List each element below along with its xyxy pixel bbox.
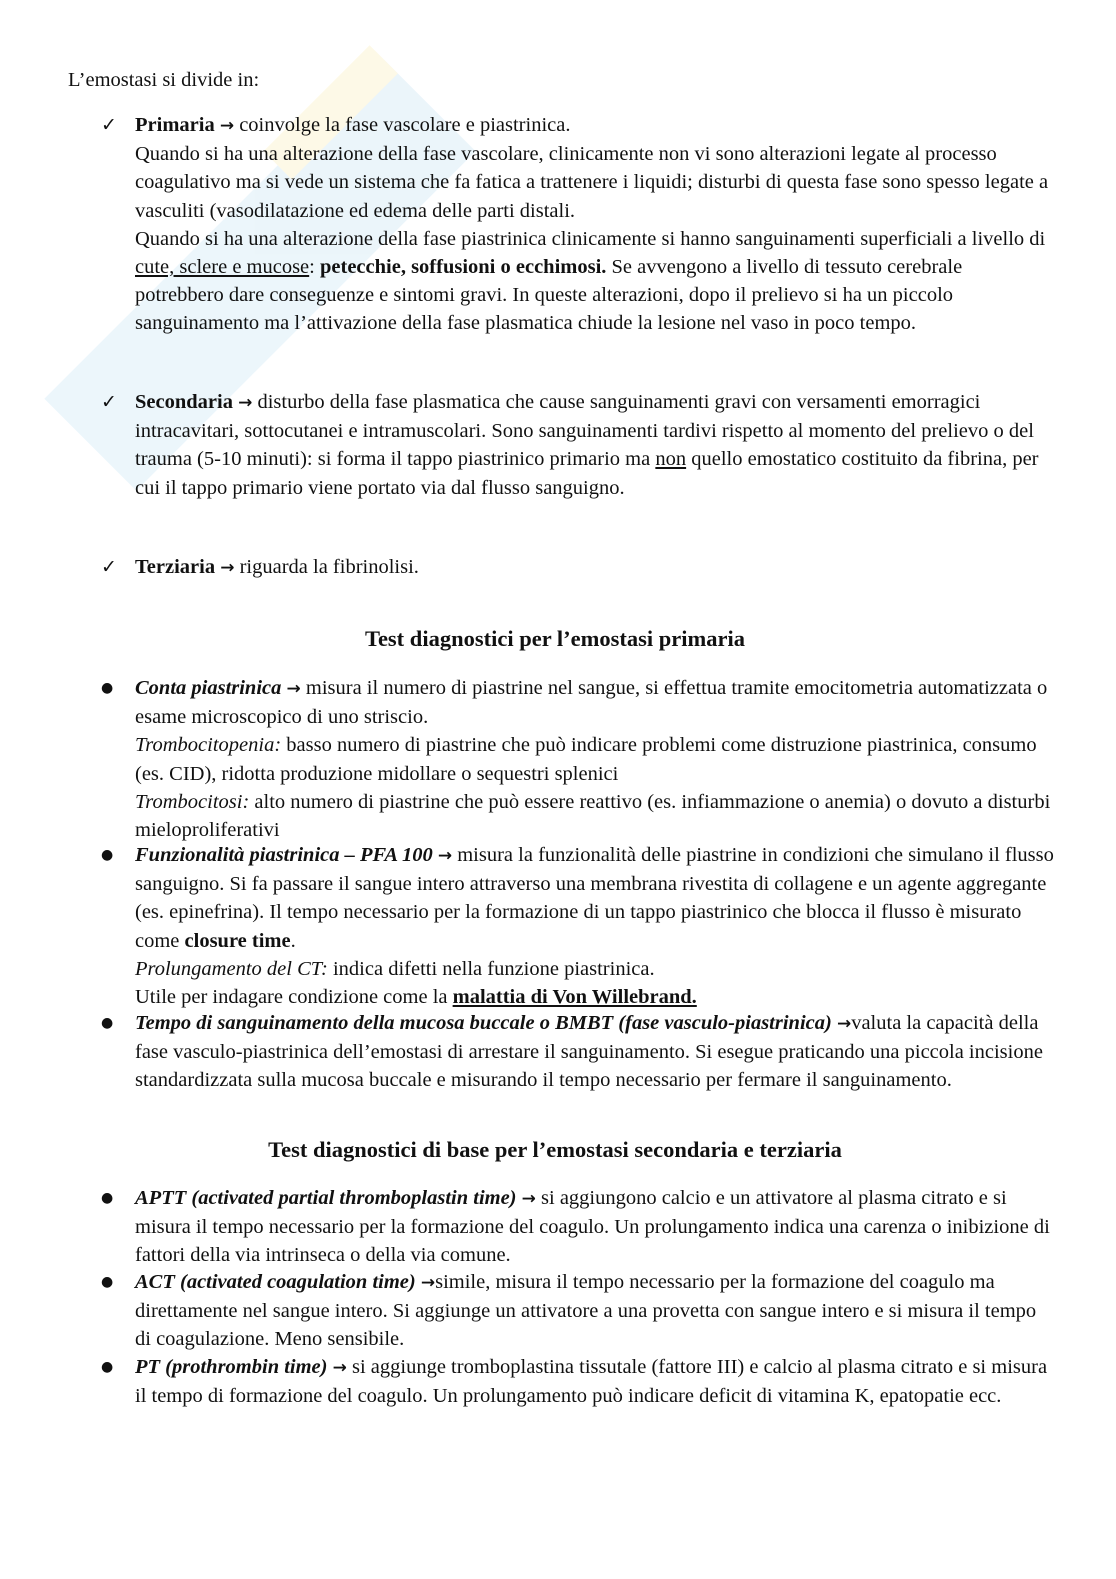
arrow-icon: → [521, 1189, 536, 1209]
list-item-secondaria [101, 388, 1055, 502]
arrow-icon: → [219, 116, 235, 136]
text-span: Utile per indagare condizione come la [135, 986, 453, 1009]
checkmark-icon: ✓ [101, 114, 117, 136]
text-span: basso numero di piastrine che può indicare problemi come distruzione piastrinica, consumo (es. CID), ridotta produzione midollare o sequestri splenici [135, 734, 1037, 785]
arrow-icon: → [238, 393, 253, 413]
primaria-desc: coinvolge la fase vascolare e piastrinica. [239, 114, 571, 136]
text-span: Quando si ha una alterazione della fase piastrinica clinicamente si hanno sanguinamenti superficiali a livello di [135, 227, 1046, 250]
term-act: ACT (activated coagulation time) [135, 1271, 416, 1293]
text-span: Se avvengono a livello di tessuto cerebrale potrebbero dare conseguenze e sintomi gravi. In queste alterazioni, dopo il prelievo si ha un piccolo sanguinamento ma l’attivazione della fase plasmatica chiude la lesione nel vaso in poco tempo. [135, 256, 963, 335]
checkmark-icon: ✓ [101, 391, 117, 413]
italic-label: Trombocitopenia: [135, 734, 282, 757]
list-item-pfa [101, 841, 1055, 1011]
arrow-icon: → [332, 1358, 347, 1378]
term-conta: Conta piastrinica [135, 677, 282, 699]
term-terziaria: Terziaria [135, 556, 216, 578]
text-span: riguarda la fibrinolisi. [239, 556, 419, 578]
intro-text: L’emostasi si divide in: [68, 69, 260, 91]
act-paragraph [135, 1268, 1055, 1354]
arrow-icon: → [220, 558, 235, 578]
italic-label: Prolungamento del CT: [135, 957, 328, 980]
bold-underlined-text: malattia di Von Willebrand. [452, 986, 697, 1009]
arrow-icon: → [420, 1273, 436, 1293]
pfa-utile [135, 983, 1055, 1011]
primaria-line [135, 111, 1055, 140]
bmbt-paragraph [135, 1009, 1055, 1095]
bullet-icon: ● [101, 1274, 114, 1290]
conta-trombocitopenia [135, 731, 1055, 787]
list-item-act [101, 1268, 1055, 1354]
text-span: si aggiunge tromboplastina tissutale (fattore III) e calcio al plasma citrato e si misura il tempo di formazione del coagulo. Un prolungamento può indicare deficit di vitamina K, epatopatie ecc. [135, 1356, 1048, 1408]
list-item-pt [101, 1353, 1055, 1410]
checkmark-icon: ✓ [101, 556, 117, 578]
bullet-icon: ● [101, 847, 114, 863]
text-span: misura il numero di piastrine nel sangue, si effettua tramite emocitometria automatizzata o esame microscopico di uno striscio. [135, 677, 1048, 729]
list-item-terziaria [101, 553, 1055, 582]
pfa-paragraph [135, 841, 1055, 955]
text-span: valuta la capacità della fase vasculo-piastrinica dell’emostasi di arrestare il sanguinamento. Si esegue praticando una piccola incisione standardizzata sulla mucosa buccale e misurando il tempo necessario per fermare il sanguinamento. [135, 1012, 1043, 1092]
bullet-icon: ● [101, 1015, 114, 1031]
primaria-paragraph-2: Quando si ha una alterazione della fase vascolare, clinicamente non vi sono alterazioni legate al processo coagulativo ma si vede un sistema che fa fatica a trattenere i liquidi; disturbi di questa fase sono spesso legate a vasculiti (vasodilatazione ed edema delle parti distali. [135, 143, 1049, 222]
text-span: si aggiungono calcio e un attivatore al plasma citrato e si misura il tempo necessario per la formazione del coagulo. Un prolungamento indica una carenza o inibizione di fattori della via intrinseca o della via comune. [135, 1187, 1050, 1267]
term-pfa: Funzionalità piastrinica – PFA 100 [135, 844, 433, 866]
pfa-prolungamento [135, 955, 1055, 983]
text-span: alto numero di piastrine che può essere reattivo (es. infiammazione o anemia) o dovuto a disturbi mieloproliferativi [135, 790, 1051, 842]
underlined-text: non [655, 448, 687, 471]
section-heading-secondaria: Test diagnostici di base per l’emostasi secondaria e terziaria [268, 1137, 842, 1162]
primaria-paragraph-3 [135, 225, 1055, 338]
conta-paragraph [135, 674, 1055, 731]
term-bmbt: Tempo di sanguinamento della mucosa buccale o BMBT (fase vasculo-piastrinica) [135, 1012, 832, 1034]
bullet-icon: ● [101, 1190, 114, 1206]
bullet-icon: ● [101, 680, 114, 696]
term-pt: PT (prothrombin time) [135, 1356, 328, 1378]
text-span: simile, misura il tempo necessario per la formazione del coagulo ma direttamente nel sangue intero. Si aggiunge un attivatore a una provetta con sangue intero e si misura il tempo di coagulazione. Meno sensibile. [135, 1271, 1037, 1351]
text-span: disturbo della fase plasmatica che cause sanguinamenti gravi con versamenti emorragici intracavitari, sottocutanei e intramuscolari. Sono sanguinamenti tardivi rispetto al momento del prelievo o del trauma (5-10 minuti): si forma il tappo piastrinico primario ma [135, 391, 1034, 471]
text-span: misura la funzionalità delle piastrine in condizioni che simulano il flusso sanguigno. Si fa passare il sangue intero attraverso una membrana rivestita di collagene e un agente aggregante (es. epinefrina). Il tempo necessario per la formazione di un tappo piastrinico che blocca il flusso è misurato come [135, 844, 1054, 952]
term-aptt: APTT (activated partial thromboplastin time) [135, 1187, 517, 1209]
section-heading-primaria: Test diagnostici per l’emostasi primaria [365, 626, 745, 651]
arrow-icon: → [286, 679, 301, 699]
text-span: quello emostatico costituito da fibrina, per cui il tappo primario viene portato via dal flusso sanguigno. [135, 448, 1039, 499]
text-span: indica difetti nella funzione piastrinica. [327, 957, 655, 980]
arrow-icon: → [437, 846, 453, 866]
bold-text: petecchie, soffusioni o ecchimosi. [320, 256, 607, 279]
italic-label: Trombocitosi: [135, 790, 250, 813]
conta-trombocitosi [135, 788, 1055, 844]
term-secondaria: Secondaria [135, 391, 233, 413]
arrow-icon: → [836, 1014, 852, 1034]
list-item-primaria [101, 111, 1055, 338]
pt-paragraph [135, 1353, 1055, 1410]
list-item-bmbt [101, 1009, 1055, 1095]
secondaria-paragraph [135, 388, 1055, 502]
term-primaria: Primaria [135, 114, 215, 136]
list-item-aptt [101, 1184, 1055, 1270]
underlined-text: cute, sclere e mucose [135, 256, 310, 279]
bullet-icon: ● [101, 1359, 114, 1375]
aptt-paragraph [135, 1184, 1055, 1270]
list-item-conta [101, 674, 1055, 844]
bold-text: closure time [184, 929, 291, 952]
text-span: : [309, 256, 320, 279]
text-span: . [290, 929, 296, 952]
terziaria-paragraph [135, 553, 1055, 582]
